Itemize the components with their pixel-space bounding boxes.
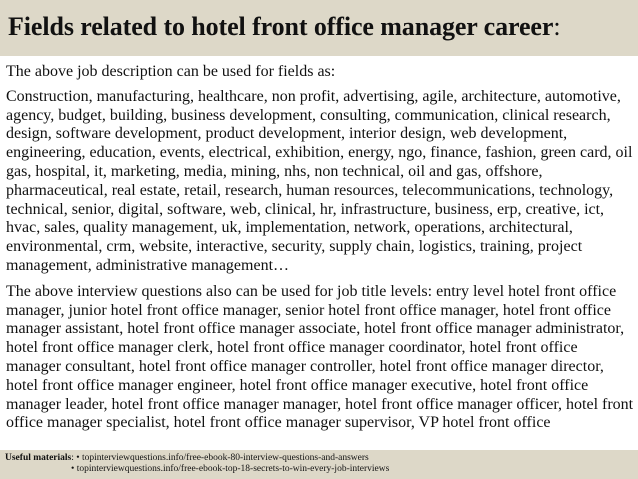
footer-label: Useful materials bbox=[5, 453, 72, 463]
fields-paragraph: Construction, manufacturing, healthcare, non profit, advertising, agile, architecture, automotive, agency, budget, building, business development, consulting, communication, clinical research, design, software development, product development, interior design, web development, engineering, education, events, electrical, exhibition, energy, ngo, finance, fashion, green card, oil gas, hospital, it, marketing, media, mining, nhs, non technical, oil and gas, offshore, pharmaceutical, real estate, retail, research, human resources, telecommunications, technology, technical, senior, digital, software, web, clinical, hr, infrastructure, business, erp, creative, ict, hvac, sales, quality management, uk, implementation, network, operations, architectural, environmental, crm, website, interactive, security, supply chain, logistics, training, project management, administrative management… bbox=[6, 87, 633, 274]
job-levels-paragraph: The above interview questions also can be used for job title levels: entry level hotel front office manager, junior hotel front office manager, senior hotel front office manager, hotel front office manager assistant, hotel front office manager associate, hotel front office manager administrator, hotel front office manager clerk, hotel front office manager coordinator, hotel front office manager consultant, hotel front office manager controller, hotel front office manager director, hotel front office manager engineer, hotel front office manager executive, hotel front office manager leader, hotel front office manager manager, hotel front office manager officer, hotel front office manager specialist, hotel front office manager supervisor, VP hotel front office bbox=[6, 282, 634, 432]
page-title-text: Fields related to hotel front office manager career bbox=[8, 12, 554, 41]
footer-line-2 bbox=[5, 464, 389, 475]
main-content bbox=[6, 63, 634, 433]
useful-materials bbox=[5, 453, 389, 475]
title-bar bbox=[0, 0, 638, 56]
footer-bar bbox=[0, 450, 638, 479]
footer-link-2[interactable]: • topinterviewquestions.info/free-ebook-top-18-secrets-to-win-every-job-interviews bbox=[71, 464, 390, 474]
page-title-colon: : bbox=[553, 12, 561, 41]
page-title bbox=[8, 12, 560, 42]
intro-text: The above job description can be used for fields as: bbox=[6, 63, 336, 80]
footer-line-1 bbox=[5, 453, 389, 464]
footer-separator: : bbox=[71, 453, 77, 463]
footer-link-1[interactable]: • topinterviewquestions.info/free-ebook-80-interview-questions-and-answers bbox=[76, 453, 369, 463]
